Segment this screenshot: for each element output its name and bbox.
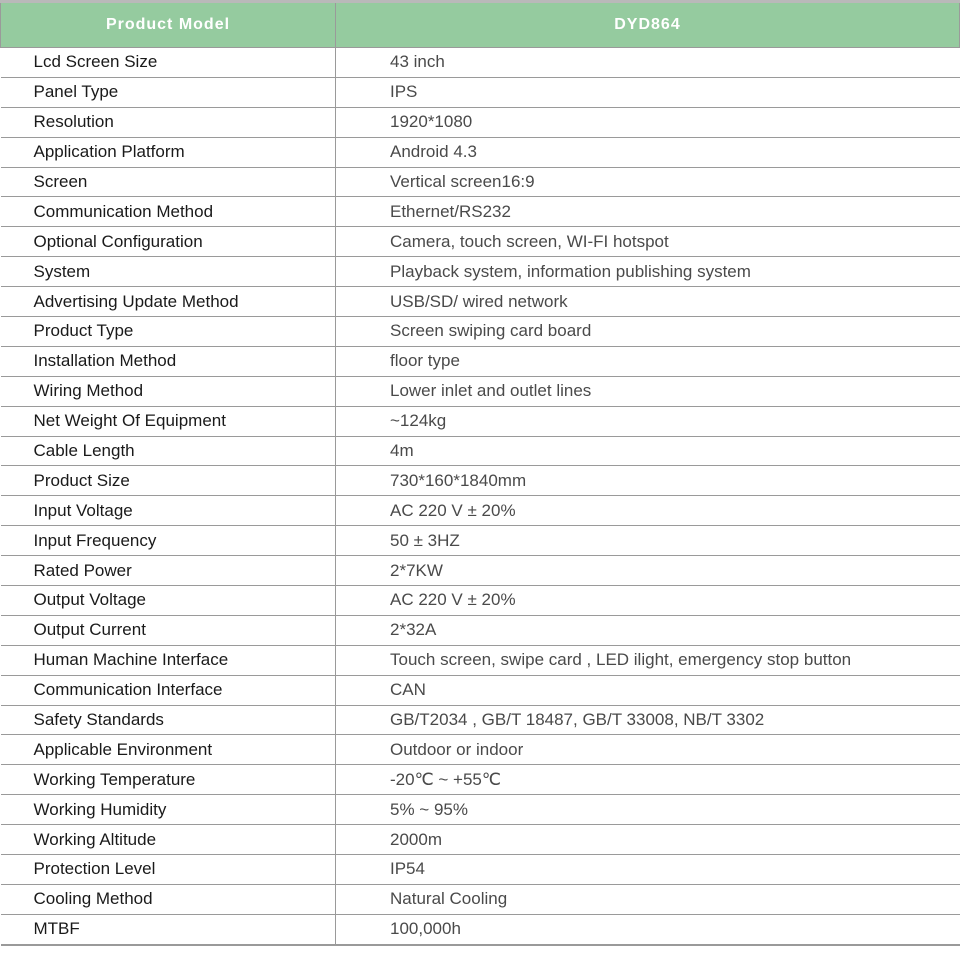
spec-value: CAN (336, 675, 960, 705)
table-row (1, 376, 960, 406)
spec-label: Product Type (1, 317, 336, 347)
spec-label: Output Current (1, 615, 336, 645)
table-row (1, 586, 960, 616)
table-row (1, 795, 960, 825)
table-row (1, 615, 960, 645)
spec-label: Working Altitude (1, 825, 336, 855)
table-row (1, 107, 960, 137)
spec-label: Wiring Method (1, 376, 336, 406)
spec-value: 730*160*1840mm (336, 466, 960, 496)
table-row (1, 287, 960, 317)
table-header (1, 2, 960, 48)
spec-label: Lcd Screen Size (1, 48, 336, 78)
spec-label: Protection Level (1, 855, 336, 885)
spec-label: Input Voltage (1, 496, 336, 526)
spec-value: Playback system, information publishing system (336, 257, 960, 287)
spec-value: 50 ± 3HZ (336, 526, 960, 556)
table-row (1, 317, 960, 347)
spec-label: MTBF (1, 914, 336, 944)
table-row (1, 167, 960, 197)
spec-value: 4m (336, 436, 960, 466)
spec-label: Working Temperature (1, 765, 336, 795)
spec-label: Human Machine Interface (1, 645, 336, 675)
spec-value: 2*32A (336, 615, 960, 645)
spec-value: IP54 (336, 855, 960, 885)
spec-value: AC 220 V ± 20% (336, 496, 960, 526)
table-row (1, 825, 960, 855)
spec-label: System (1, 257, 336, 287)
table-body (1, 48, 960, 945)
spec-value: USB/SD/ wired network (336, 287, 960, 317)
spec-label: Communication Interface (1, 675, 336, 705)
table-row (1, 436, 960, 466)
spec-value: 5% ~ 95% (336, 795, 960, 825)
table-row (1, 496, 960, 526)
spec-value: Screen swiping card board (336, 317, 960, 347)
spec-label: Cable Length (1, 436, 336, 466)
spec-value: 1920*1080 (336, 107, 960, 137)
table-row (1, 735, 960, 765)
table-row (1, 705, 960, 735)
table-row (1, 257, 960, 287)
spec-value: 2000m (336, 825, 960, 855)
spec-value: 2*7KW (336, 556, 960, 586)
spec-value: Touch screen, swipe card , LED ilight, emergency stop button (336, 645, 960, 675)
spec-label: Installation Method (1, 346, 336, 376)
table-row (1, 77, 960, 107)
spec-label: Resolution (1, 107, 336, 137)
header-product-model: Product Model (1, 2, 336, 48)
spec-value: Camera, touch screen, WI-FI hotspot (336, 227, 960, 257)
table-row (1, 197, 960, 227)
spec-label: Working Humidity (1, 795, 336, 825)
spec-label: Cooling Method (1, 884, 336, 914)
table-row (1, 645, 960, 675)
spec-label: Product Size (1, 466, 336, 496)
table-row (1, 914, 960, 944)
spec-value: GB/T2034 , GB/T 18487, GB/T 33008, NB/T 3302 (336, 705, 960, 735)
spec-value: Android 4.3 (336, 137, 960, 167)
spec-value: 43 inch (336, 48, 960, 78)
spec-label: Communication Method (1, 197, 336, 227)
table-row (1, 675, 960, 705)
spec-value: Outdoor or indoor (336, 735, 960, 765)
table-row (1, 48, 960, 78)
table-row (1, 556, 960, 586)
spec-label: Output Voltage (1, 586, 336, 616)
table-row (1, 765, 960, 795)
spec-label: Panel Type (1, 77, 336, 107)
spec-value: floor type (336, 346, 960, 376)
header-model-number: DYD864 (336, 2, 960, 48)
spec-label: Application Platform (1, 137, 336, 167)
spec-value: Natural Cooling (336, 884, 960, 914)
spec-label: Rated Power (1, 556, 336, 586)
spec-value: AC 220 V ± 20% (336, 586, 960, 616)
spec-label: Safety Standards (1, 705, 336, 735)
table-row (1, 137, 960, 167)
table-row (1, 346, 960, 376)
spec-value: Vertical screen16:9 (336, 167, 960, 197)
spec-label: Input Frequency (1, 526, 336, 556)
spec-value: 100,000h (336, 914, 960, 944)
header-row (1, 2, 960, 48)
table-row (1, 466, 960, 496)
spec-label: Net Weight Of Equipment (1, 406, 336, 436)
spec-value: Ethernet/RS232 (336, 197, 960, 227)
table-row (1, 227, 960, 257)
spec-label: Screen (1, 167, 336, 197)
spec-label: Advertising Update Method (1, 287, 336, 317)
spec-value: Lower inlet and outlet lines (336, 376, 960, 406)
spec-value: ~124kg (336, 406, 960, 436)
spec-label: Applicable Environment (1, 735, 336, 765)
table-row (1, 526, 960, 556)
spec-label: Optional Configuration (1, 227, 336, 257)
table-row (1, 406, 960, 436)
spec-value: IPS (336, 77, 960, 107)
table-row (1, 855, 960, 885)
spec-value: -20℃ ~ +55℃ (336, 765, 960, 795)
table-row (1, 884, 960, 914)
